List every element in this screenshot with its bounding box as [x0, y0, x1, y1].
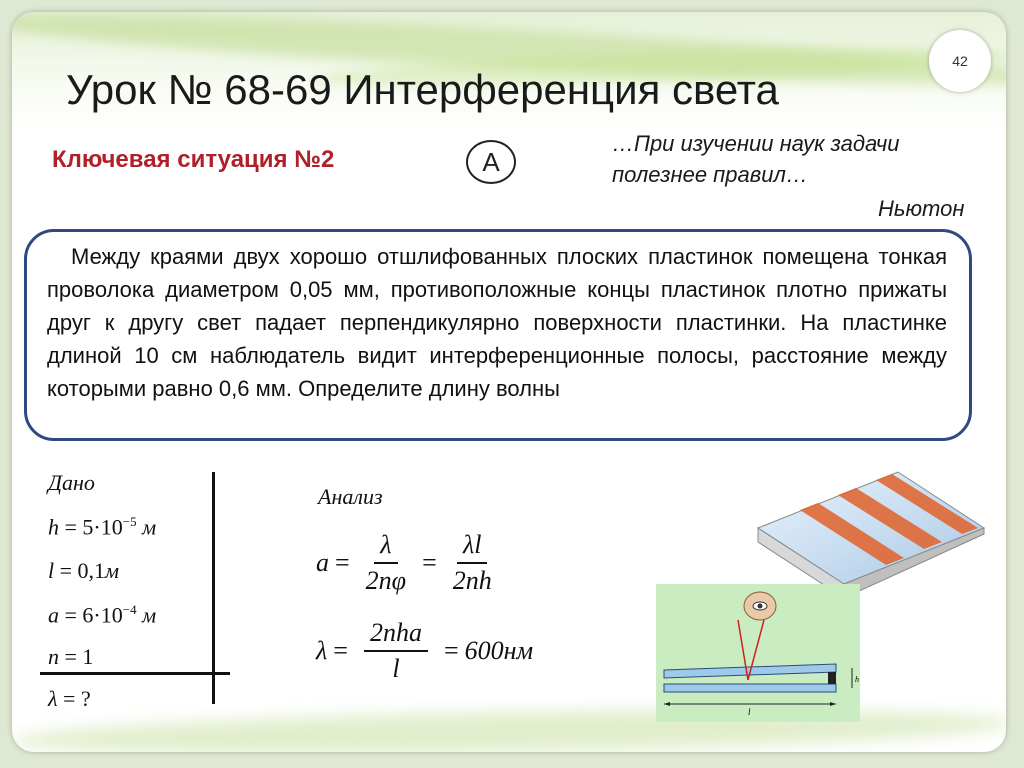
given-a-var: a: [48, 602, 59, 628]
given-l-var: l: [48, 558, 55, 583]
epigraph-author: Ньютон: [878, 196, 965, 221]
epigraph-quote: …При изучении наук задачи полезнее правил…: [612, 131, 900, 187]
given-a-unit: м: [142, 602, 157, 628]
given-divider-vertical: [212, 472, 215, 704]
eye-icon: [744, 592, 776, 620]
given-n: n = 1: [48, 644, 94, 669]
given-h-exp: −5: [122, 514, 137, 529]
formula1-frac2-den: 2nh: [452, 566, 492, 595]
given-a: $a = 6\cdot 10^{-4}$ м: [48, 602, 157, 628]
given-l-unit: м: [105, 558, 120, 583]
given-h: $h = 5\cdot 10^{-5}$ м: [48, 514, 157, 540]
air-wedge-illustration: [748, 468, 988, 600]
formula-wavelength: λ = $\frac{\text{2nha}}{l}$ = 600нм: [316, 618, 534, 683]
page-title: Урок № 68-69 Интерференция света: [66, 66, 779, 113]
given-h-coef: 5·10: [82, 514, 123, 540]
diagram-h-label: h: [855, 675, 859, 684]
formula1-frac2-num: λl: [457, 530, 487, 564]
wedge-schematic-diagram: [656, 584, 860, 722]
formula2-frac-den: l: [392, 654, 400, 683]
given-l-value: 0,1: [77, 558, 106, 583]
formula2-lhs: λ: [316, 636, 328, 665]
formula1-frac1: [366, 530, 406, 596]
formula2-result: 600нм: [464, 636, 534, 665]
unknown-var: λ: [48, 686, 58, 711]
formula1-frac1-den: 2nφ: [365, 566, 407, 595]
given-h-var: h: [48, 514, 59, 540]
analysis-title: Анализ: [318, 484, 383, 509]
given-divider-horizontal: [40, 672, 230, 675]
level-badge: А: [466, 140, 516, 184]
diagram-l-label: l: [748, 707, 751, 717]
page-number: 42: [929, 30, 991, 92]
unknown-value: ?: [80, 686, 91, 711]
key-situation-label: Ключевая ситуация №2: [52, 146, 335, 173]
given-n-value: 1: [82, 644, 94, 669]
formula-fringe-spacing: a = $\frac{\lambda}{2n\varphi}$ = $\frac{\lambda l}{2nh}$: [316, 530, 492, 595]
given-unknown: λ = ?: [48, 686, 91, 711]
given-n-var: n: [48, 644, 59, 669]
given-a-coef: 6·10: [82, 602, 123, 628]
formula2-frac: [364, 618, 428, 684]
given-h-unit: м: [142, 514, 157, 540]
given-title: Дано: [48, 470, 95, 495]
formula1-lhs: a: [316, 548, 329, 577]
formula1-frac1-num: λ: [374, 530, 397, 564]
problem-box: [24, 229, 972, 441]
given-a-exp: −4: [122, 602, 137, 617]
formula1-frac2: [453, 530, 492, 596]
formula2-frac-num: 2nha: [364, 618, 428, 652]
given-l: l = 0,1м: [48, 558, 120, 583]
problem-text: Между краями двух хорошо отшлифованных плоских пластинок помещена тонкая проволока диаметром 0,05 мм, противоположные концы пластинок плотно прижаты друг к другу свет падает перпендикулярно поверхности пластинки. На пластинке длиной 10 см наблюдатель видит интерференционные полосы, расстояние между которыми равно 0,6 мм. Определите длину волны: [47, 244, 947, 401]
